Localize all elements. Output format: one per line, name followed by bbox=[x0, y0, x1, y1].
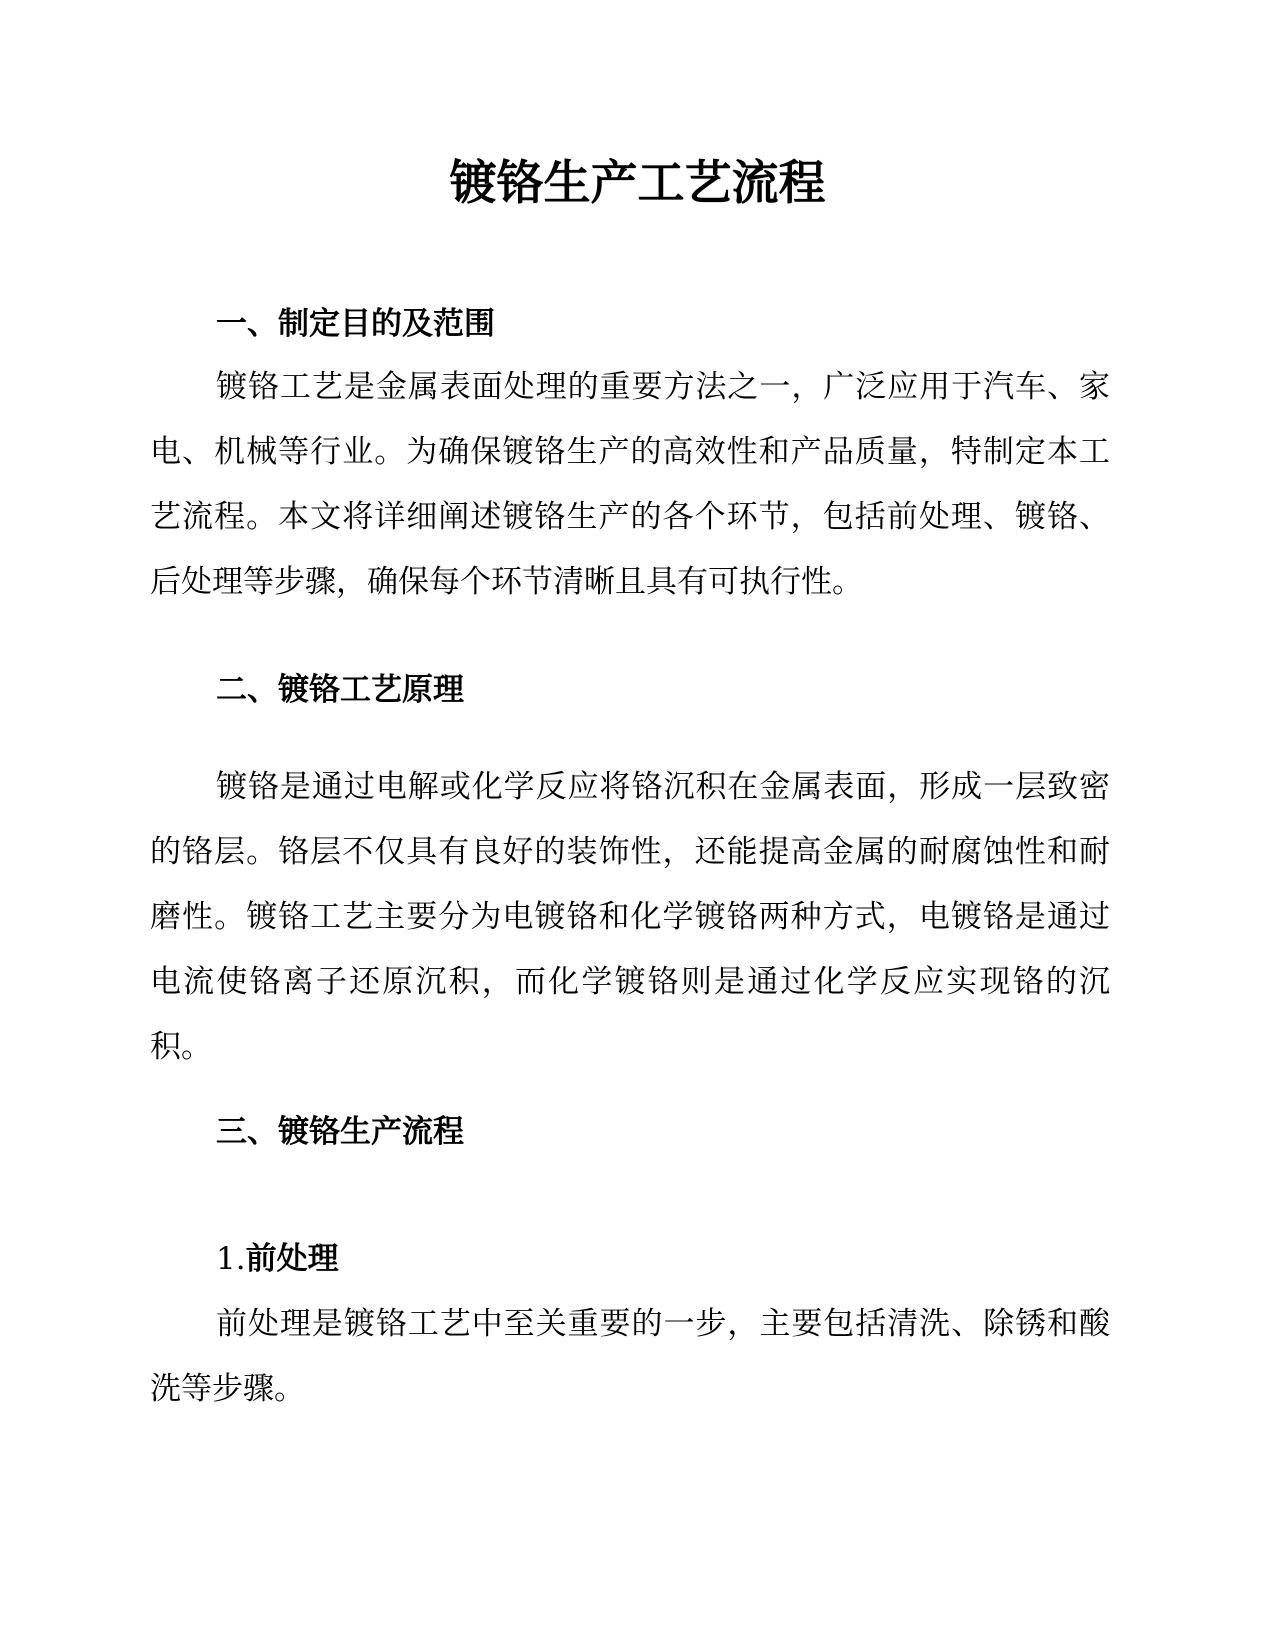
subsection-number: 1. bbox=[216, 1241, 246, 1277]
document-title: 镀铬生产工艺流程 bbox=[449, 156, 826, 211]
section-paragraph-principle: 镀铬是通过电解或化学反应将铬沉积在金属表面，形成一层致密的铬层。铬层不仅具有良好的装饰性，还能提高金属的耐腐蚀性和耐磨性。镀铬工艺主要分为电镀铬和化学镀铬两种方式，电镀铬是通过电流使铬离子还原沉积，而化学镀铬则是通过化学反应实现铬的沉积。 bbox=[150, 769, 1110, 1065]
section-heading-purpose-scope: 一、制定目的及范围 bbox=[216, 306, 495, 342]
section-paragraph-purpose-scope: 镀铬工艺是金属表面处理的重要方法之一，广泛应用于汽车、家电、机械等行业。为确保镀铬生产的高效性和产品质量，特制定本工艺流程。本文将详细阐述镀铬生产的各个环节，包括前处理、镀铬、后处理等步骤，确保每个环节清晰且具有可执行性。 bbox=[150, 369, 1110, 600]
section-heading-production-flow: 三、镀铬生产流程 bbox=[216, 1114, 464, 1150]
subsection-paragraph-pretreatment: 前处理是镀铬工艺中至关重要的一步，主要包括清洗、除锈和酸洗等步骤。 bbox=[150, 1306, 1110, 1407]
subsection-heading-pretreatment bbox=[216, 1239, 339, 1279]
section-heading-principle: 二、镀铬工艺原理 bbox=[216, 672, 464, 708]
subsection-title: 前处理 bbox=[245, 1241, 339, 1277]
